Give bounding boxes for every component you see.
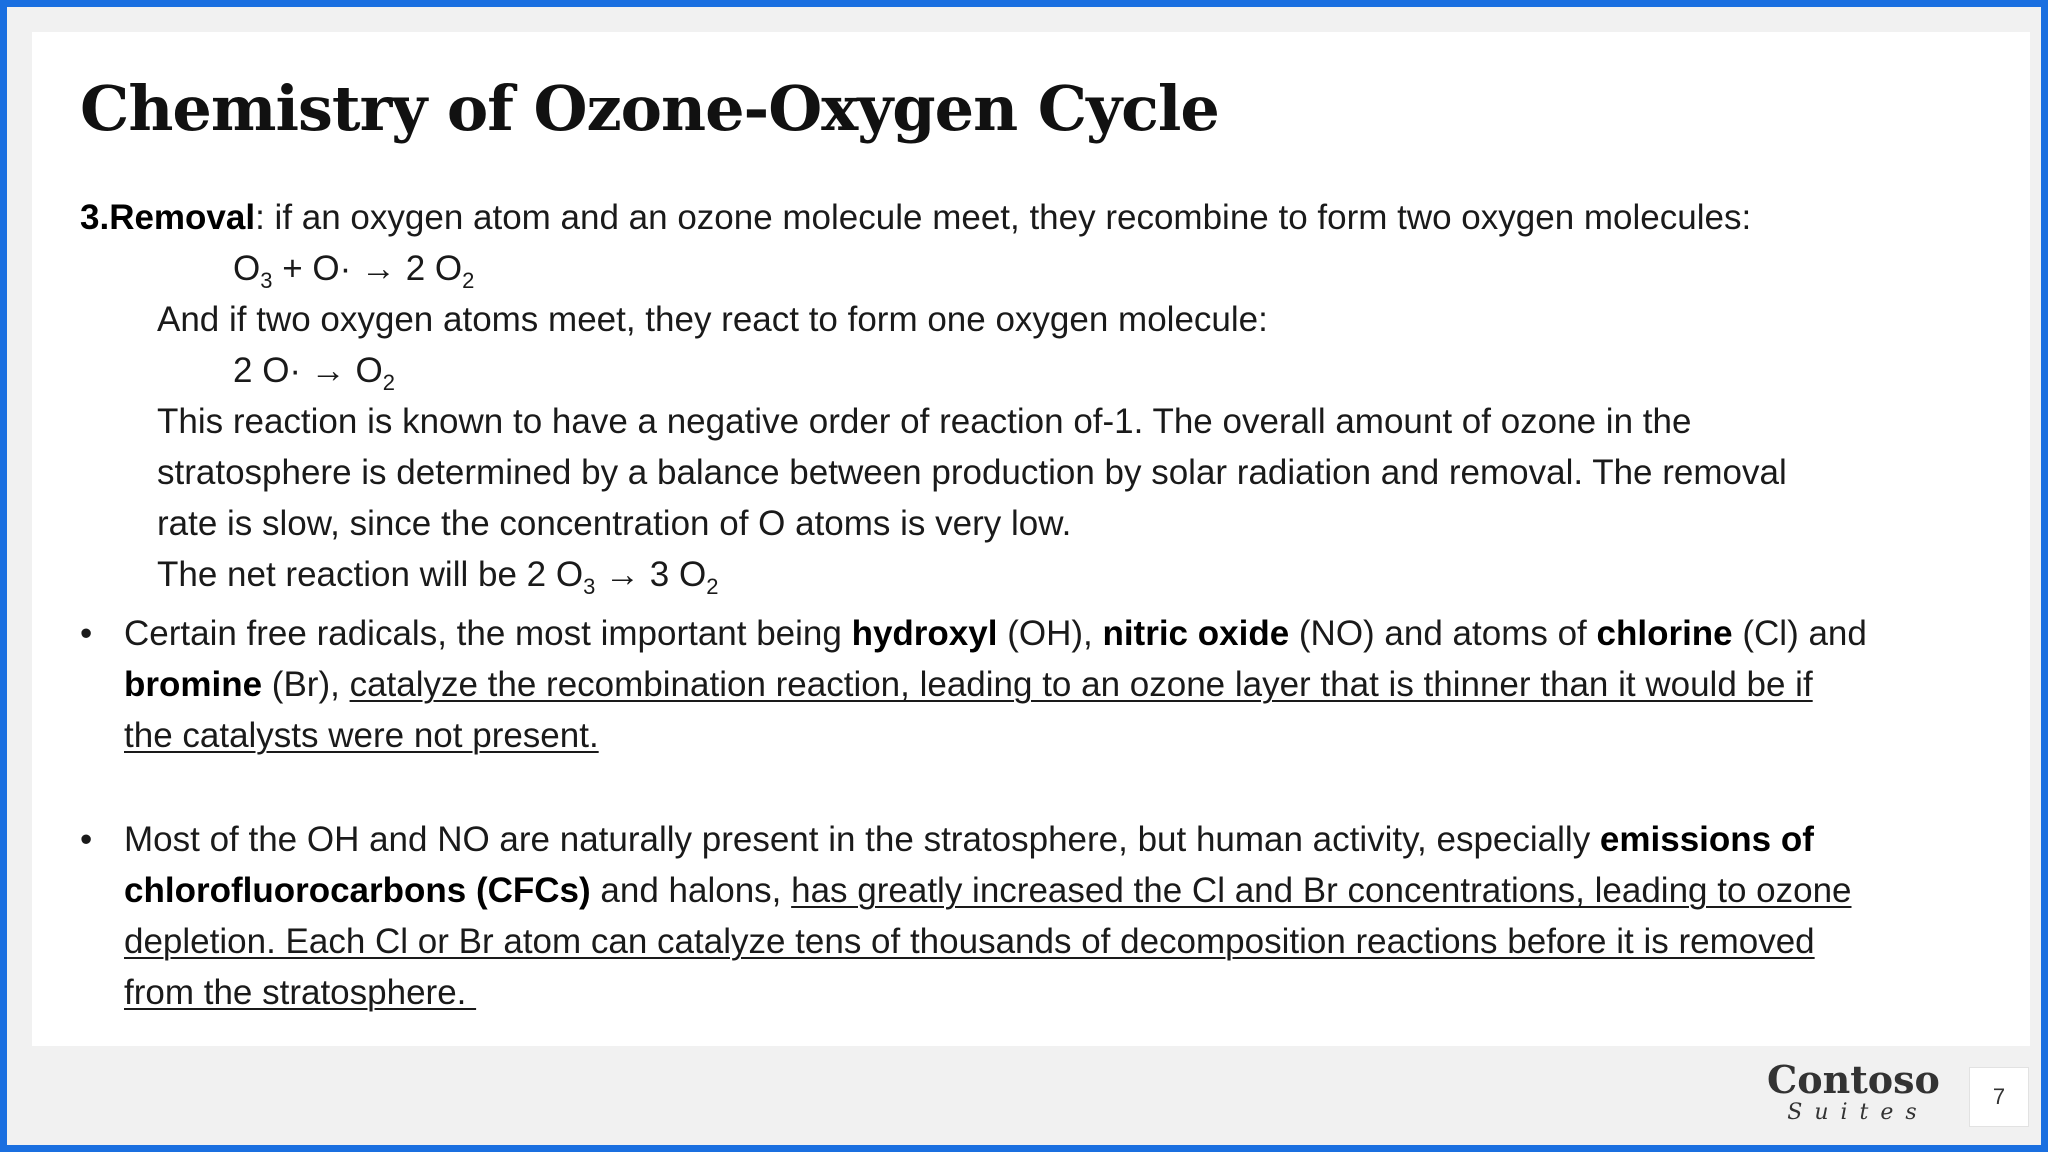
bullet1-underlined-2: the catalysts were not present. [124,716,599,755]
bullet2-line-1 [124,814,2015,865]
eq1-pre: O [233,249,261,288]
reaction-paragraph-line-2: stratosphere is determined by a balance between production by solar radiation and removal. The removal [157,453,1787,492]
bullet1-line-1 [124,608,2015,659]
bullet1-t5: (Br), [262,665,350,704]
eq2-sub: 2 [382,370,395,395]
removal-label: 3.Removal [80,198,256,237]
logo-name: Contoso [1767,1057,1940,1102]
bullet2-underlined-1: has greatly increased the Cl and Br concentrations, leading to ozone [791,871,1852,910]
bullet-dot: • [80,614,93,653]
reaction-paragraph-line-1: This reaction is known to have a negative order of reaction of-1. The overall amount of ozone in the [157,402,1692,441]
bullet1-t1: Certain free radicals, the most important being [124,614,852,653]
removal-line [80,192,2015,243]
page-number: 7 [1969,1067,2029,1127]
bullet1-bromine: bromine [124,665,263,704]
slide-body [80,192,2015,1018]
net-pre: The net reaction will be 2 O [157,555,584,594]
bullet1-chlorine: chlorine [1596,614,1733,653]
bullet2-emissions: emissions of [1599,820,1814,859]
bullet2-line-3 [124,916,2015,967]
bullet-human-activity [80,814,2015,1018]
bullet1-line-3 [124,710,2015,761]
reaction-paragraph-line-3: rate is slow, since the concentration of O atoms is very low. [157,504,1072,543]
bullet2-line-4 [124,967,2015,1018]
net-sub2: 2 [706,574,719,599]
contoso-logo [1767,1057,1940,1125]
eq2-pre: 2 O· → O [233,351,383,390]
eq1-sub1: 3 [260,268,273,293]
bullet-dot: • [80,820,93,859]
oxygen-atoms-line: And if two oxygen atoms meet, they react to form one oxygen molecule: [157,300,1268,339]
bullet2-t2: and halons, [590,871,792,910]
bullet2-underlined-3: from the stratosphere. [124,973,477,1012]
bullet2-line-2 [124,865,2015,916]
bullet2-cfcs: chlorofluorocarbons (CFCs) [124,871,591,910]
removal-text: : if an oxygen atom and an ozone molecule meet, they recombine to form two oxygen molecules: [255,198,1752,237]
bullet1-t4: (Cl) and [1732,614,1867,653]
eq1-mid: + O· → 2 O [272,249,463,288]
equation-oxygen-atoms [80,345,2015,396]
bullet1-t3: (NO) and atoms of [1289,614,1597,653]
bullet2-t1: Most of the OH and NO are naturally present in the stratosphere, but human activity, especially [124,820,1600,859]
bullet1-line-2 [124,659,2015,710]
bullet1-hydroxyl: hydroxyl [851,614,998,653]
net-sub1: 3 [583,574,596,599]
net-mid: → 3 O [595,555,707,594]
bullet1-nitric-oxide: nitric oxide [1102,614,1290,653]
bullet1-underlined-1: catalyze the recombination reaction, leading to an ozone layer that is thinner than it would be if [349,665,1813,704]
bullet-free-radicals [80,608,2015,761]
equation-ozone-removal [80,243,2015,294]
net-reaction-line [80,549,2015,600]
bullet2-underlined-2: depletion. Each Cl or Br atom can catalyze tens of thousands of decomposition reactions before it is removed [124,922,1815,961]
eq1-sub2: 2 [462,268,475,293]
bullet1-t2: (OH), [997,614,1103,653]
slide-canvas [32,32,2030,1046]
logo-sub: Suites [1787,1100,1929,1125]
slide-title: Chemistry of Ozone-Oxygen Cycle [80,72,1219,145]
